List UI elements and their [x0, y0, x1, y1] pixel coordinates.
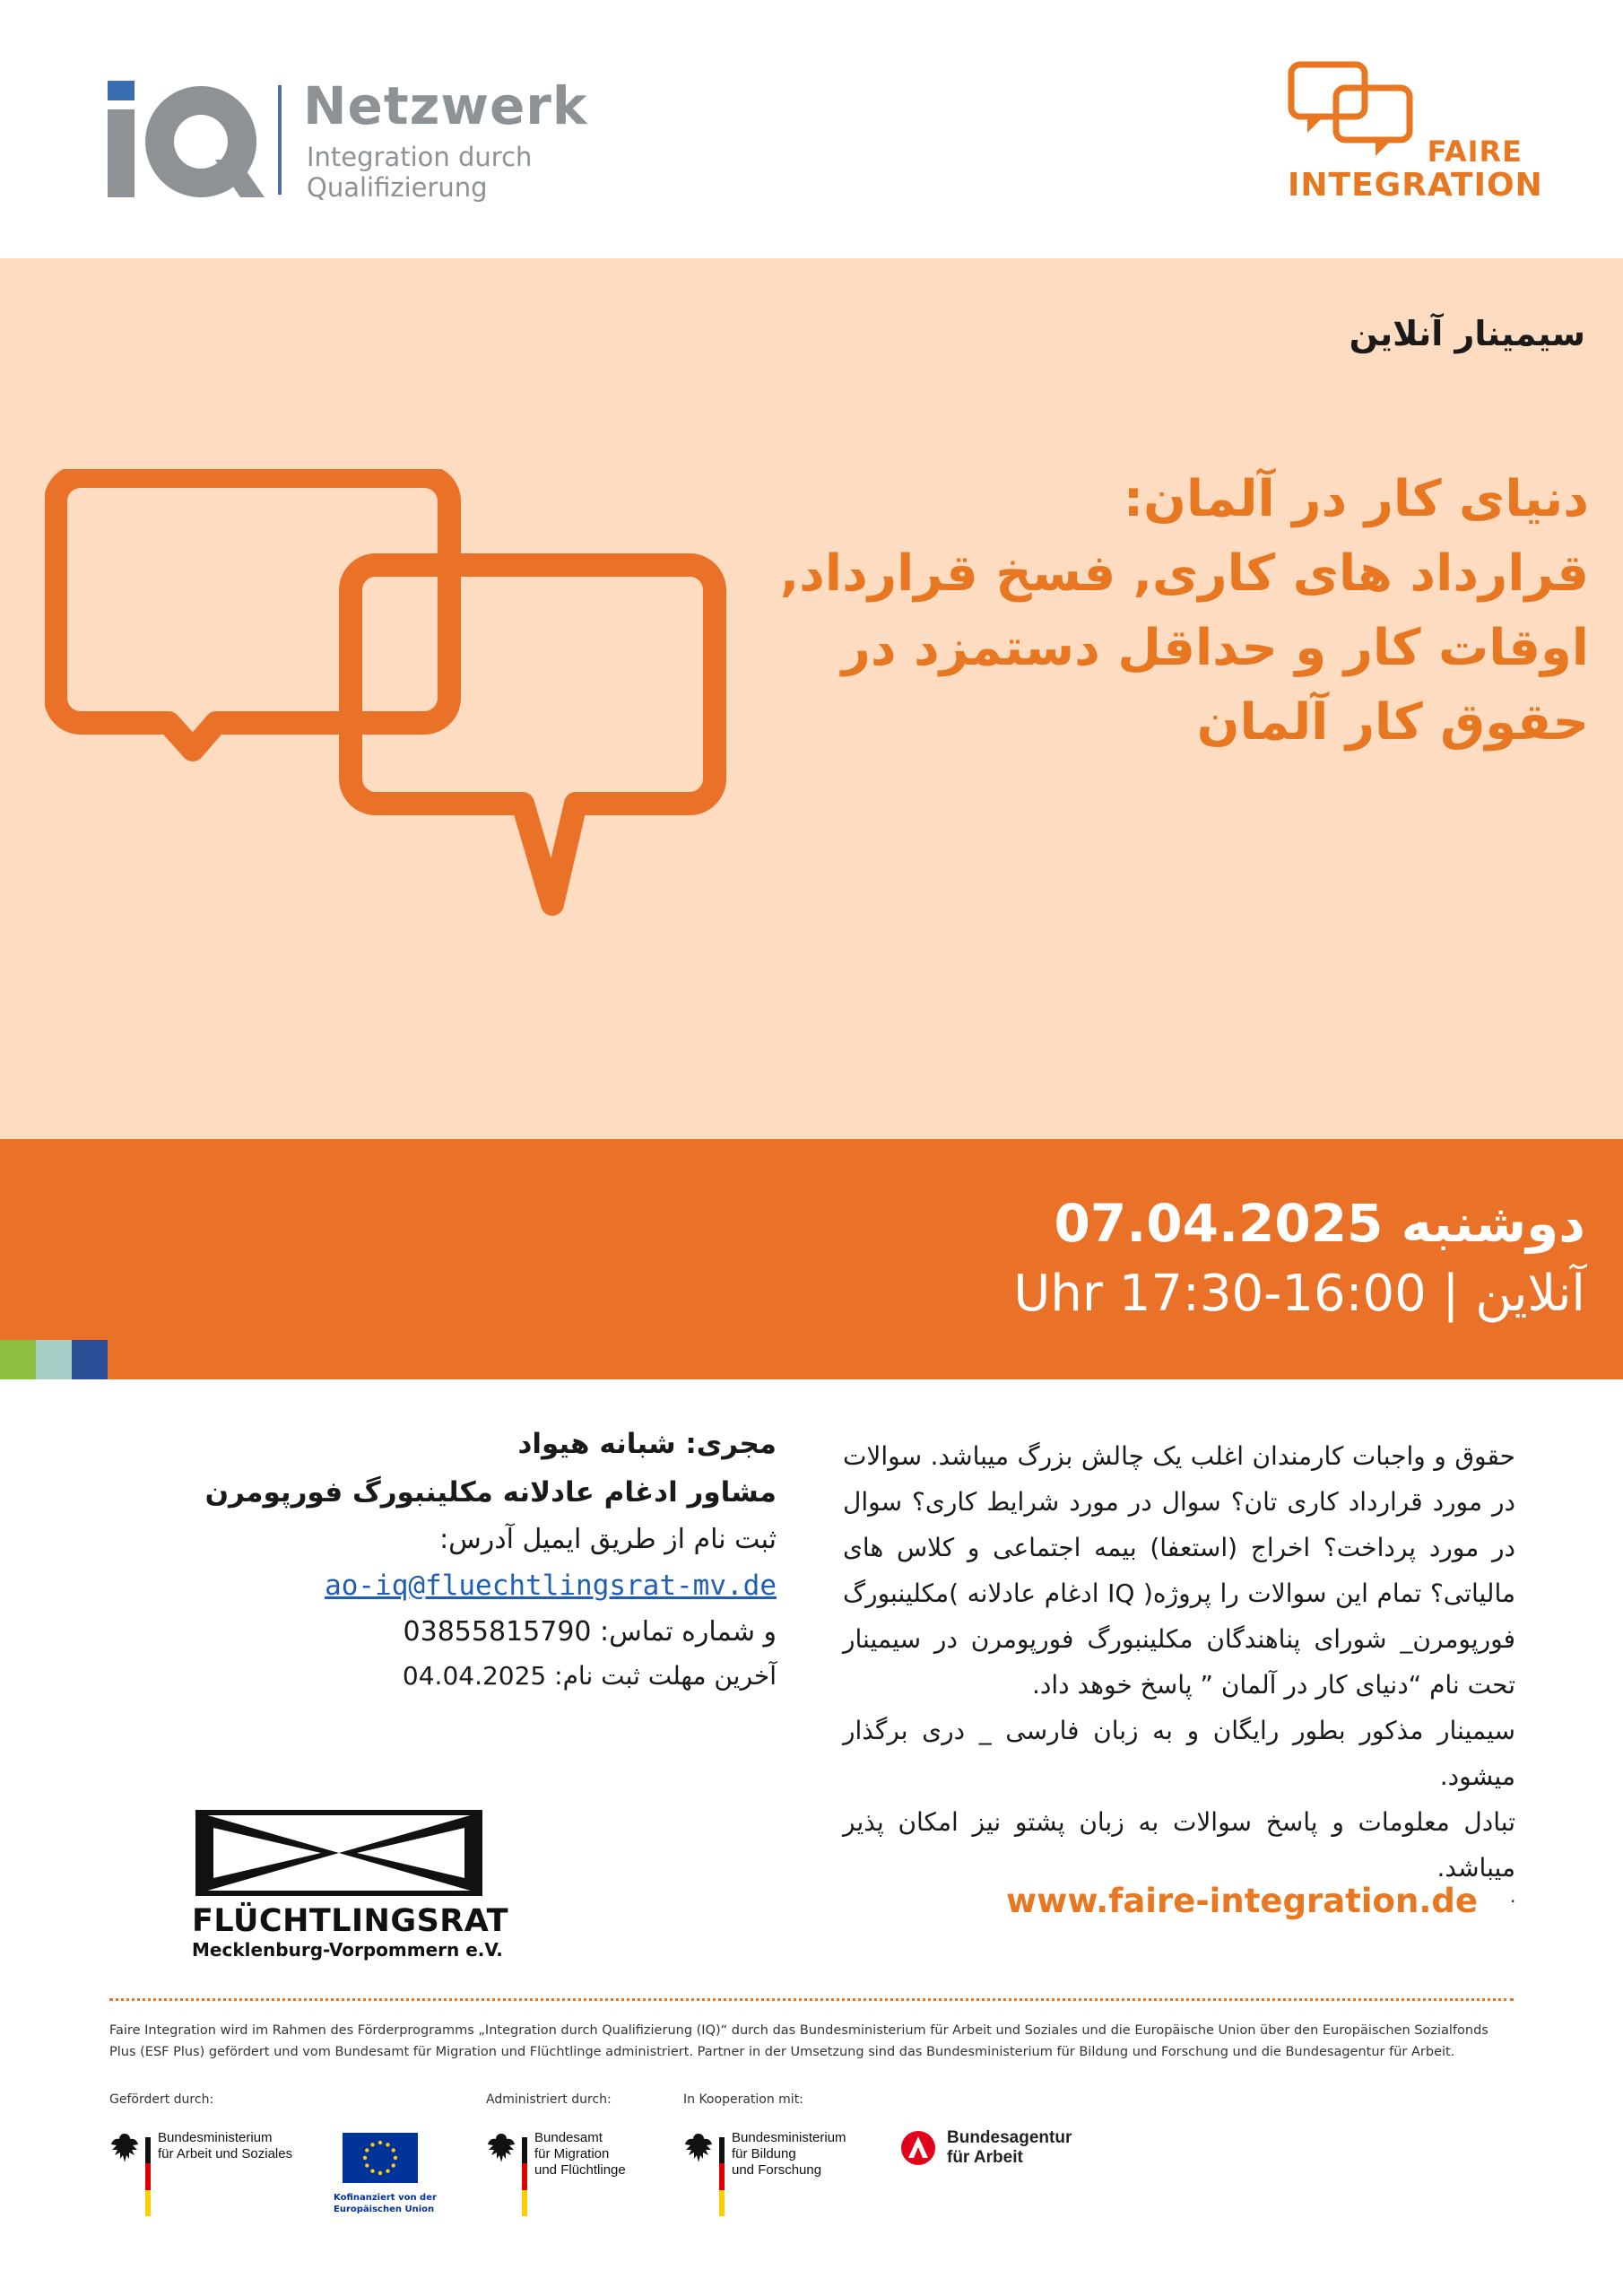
- event-date-value: 07.04.2025: [1054, 1193, 1384, 1254]
- event-separator: |: [1442, 1265, 1460, 1323]
- contact-block: [204, 1426, 777, 1692]
- description-paragraph: سیمینار مذکور بطور رایگان و به زبان فارسی _ دری برگذار میشود.: [843, 1716, 1515, 1791]
- fluechtlingsrat-name: FLÜCHTLINGSRAT: [192, 1903, 508, 1939]
- title-line: دنیای کار در آلمان:: [1123, 470, 1589, 528]
- description-paragraph: تبادل معلومات و پاسخ سوالات به زبان پشتو نیز امکان پذیر میباشد.: [843, 1807, 1515, 1883]
- german-flag-bar: [719, 2137, 725, 2216]
- iq-logo-word: Netzwerk: [303, 75, 588, 136]
- bamf-line: und Flüchtlinge: [534, 2162, 626, 2178]
- iq-logo-divider: [278, 85, 282, 195]
- registration-email-link[interactable]: ao-iq@fluechtlingsrat-mv.de: [325, 1569, 777, 1602]
- seminar-description: [843, 1433, 1515, 1891]
- bamf-line: Bundesamt: [534, 2130, 603, 2145]
- seminar-type-label: سیمینار آنلاین: [1349, 314, 1585, 353]
- bmas-logo: [109, 2130, 298, 2216]
- registration-deadline: آخرین مهلت ثبت نام: 04.04.2025: [402, 1660, 777, 1691]
- iq-logo-line2: Qualifizierung: [307, 172, 488, 203]
- title-line: اوقات کار و حداقل دستمزد در: [841, 618, 1589, 677]
- fi-logo-line2: INTEGRATION: [1288, 167, 1543, 204]
- color-squares: [0, 1340, 108, 1379]
- iq-logo-line1: Integration durch: [307, 142, 533, 172]
- bmbf-line: für Bildung: [732, 2146, 796, 2161]
- german-flag-bar: [145, 2137, 151, 2216]
- bmas-line: für Arbeit und Soziales: [158, 2146, 293, 2161]
- event-time: [1013, 1265, 1585, 1323]
- fluechtlingsrat-region: Mecklenburg-Vorpommern e.V.: [192, 1939, 503, 1961]
- bmbf-name: [732, 2130, 846, 2179]
- label-cooperation: In Kooperation mit:: [683, 2092, 803, 2107]
- label-funded-by: Gefördert durch:: [109, 2092, 214, 2107]
- host-role: مشاور ادغام عادلانه مکلینبورگ فورپومرن: [204, 1476, 777, 1509]
- color-square: [36, 1340, 72, 1379]
- eu-star: [386, 2170, 389, 2173]
- description-paragraph: حقوق و واجبات کارمندان اغلب یک چالش بزرگ میباشد. سوالات در مورد قرارداد کاری تان؟ سوال در مورد شرایط کاری؟ سوال در مورد پرداخت؟ اخراج (استعفا) بیمه اجتماعی و کلاس های مالیاتی؟ تمام این سوالات را پروژه( IQ ادغام عادلانه )مکلینبورگ فورپومرن_ شورای پناهندگان مکلینبورگ فورپومرن در سیمینار تحت نام “دنیای کار در آلمان ” پاسخ خوهد داد.: [843, 1441, 1515, 1700]
- ba-line: für Arbeit: [947, 2148, 1023, 2167]
- website-link[interactable]: www.faire-integration.de: [1006, 1882, 1478, 1920]
- bundesagentur-a-icon: [900, 2130, 936, 2166]
- contact-phone: و شماره تماس: 03855815790: [403, 1615, 777, 1648]
- host-name: مجری: شبانه هیواد: [517, 1428, 777, 1460]
- funding-note: Faire Integration wird im Rahmen des Förderprogramms „Integration durch Qualifizierung (IQ)“ durch das Bundesministerium für Arbeit und Soziales und die Europäische Union über den Europäischen Sozialfonds Plus (ESF Plus) gefördert und vom Bundesamt für Migration und Flüchtlinge administriert. Partner in der Umsetzung sind das Bundesministerium für Bildung und Forschung und die Bundesagentur für Arbeit.: [109, 2023, 1488, 2059]
- eu-star: [394, 2156, 397, 2160]
- eu-star: [370, 2143, 374, 2146]
- eu-star: [386, 2143, 389, 2146]
- seminar-title: [692, 463, 1589, 761]
- fi-logo-line1: FAIRE: [1427, 135, 1523, 169]
- federal-eagle-icon: [109, 2130, 140, 2166]
- eu-star: [392, 2148, 395, 2152]
- iq-netzwerk-logo: [108, 75, 610, 206]
- color-square: [72, 1340, 108, 1379]
- eu-caption-line: Kofinanziert von der: [334, 2193, 437, 2203]
- bmas-name: [158, 2130, 292, 2162]
- event-time-value: 16:00-17:30 Uhr: [1013, 1265, 1427, 1323]
- bamf-line: für Migration: [534, 2146, 610, 2161]
- event-date: [1054, 1193, 1585, 1254]
- title-line: حقوق کار آلمان: [1196, 692, 1589, 752]
- bmas-line: Bundesministerium: [158, 2130, 273, 2145]
- title-line: قرارداد های کاری, فسخ قرارداد,: [779, 544, 1589, 603]
- two-speech-bubbles-icon: [45, 469, 726, 926]
- footer-divider: [109, 1998, 1514, 2001]
- eu-star: [365, 2163, 369, 2167]
- eu-caption-line: Europäischen Union: [334, 2205, 435, 2214]
- bmbf-logo: [683, 2130, 863, 2216]
- hero-section: [0, 258, 1623, 1139]
- speech-bubbles-icon: [1288, 61, 1422, 158]
- eu-star: [365, 2148, 369, 2152]
- registration-note: ثبت نام از طریق ایمیل آدرس:: [439, 1523, 777, 1555]
- bamf-logo: [486, 2130, 665, 2216]
- bmbf-line: und Forschung: [732, 2162, 822, 2178]
- fluechtlingsrat-logo: [192, 1810, 508, 1961]
- event-mode: آنلاین: [1475, 1265, 1585, 1323]
- federal-eagle-icon: [683, 2130, 714, 2166]
- eu-star: [370, 2170, 374, 2173]
- event-day: دوشنبه: [1401, 1193, 1585, 1254]
- color-square: [0, 1340, 36, 1379]
- faire-integration-logo: [1282, 61, 1543, 204]
- bowtie-emblem-icon: [195, 1810, 482, 1896]
- stray-dot: .: [1510, 1885, 1516, 1907]
- bundesagentur-name: [947, 2128, 1072, 2168]
- date-band: [0, 1139, 1623, 1379]
- german-flag-bar: [522, 2137, 527, 2216]
- eu-stars-flag-icon: [343, 2133, 418, 2183]
- label-administered-by: Administriert durch:: [486, 2092, 612, 2107]
- eu-star: [392, 2163, 395, 2167]
- bmbf-line: Bundesministerium: [732, 2130, 846, 2145]
- eu-star: [363, 2156, 367, 2160]
- bamf-name: [534, 2130, 626, 2179]
- eu-star: [378, 2171, 382, 2175]
- eu-star: [378, 2141, 382, 2144]
- federal-eagle-icon: [486, 2130, 516, 2166]
- iq-logo-mark-icon: [108, 81, 265, 197]
- eu-caption: [334, 2192, 437, 2215]
- ba-line: Bundesagentur: [947, 2128, 1072, 2147]
